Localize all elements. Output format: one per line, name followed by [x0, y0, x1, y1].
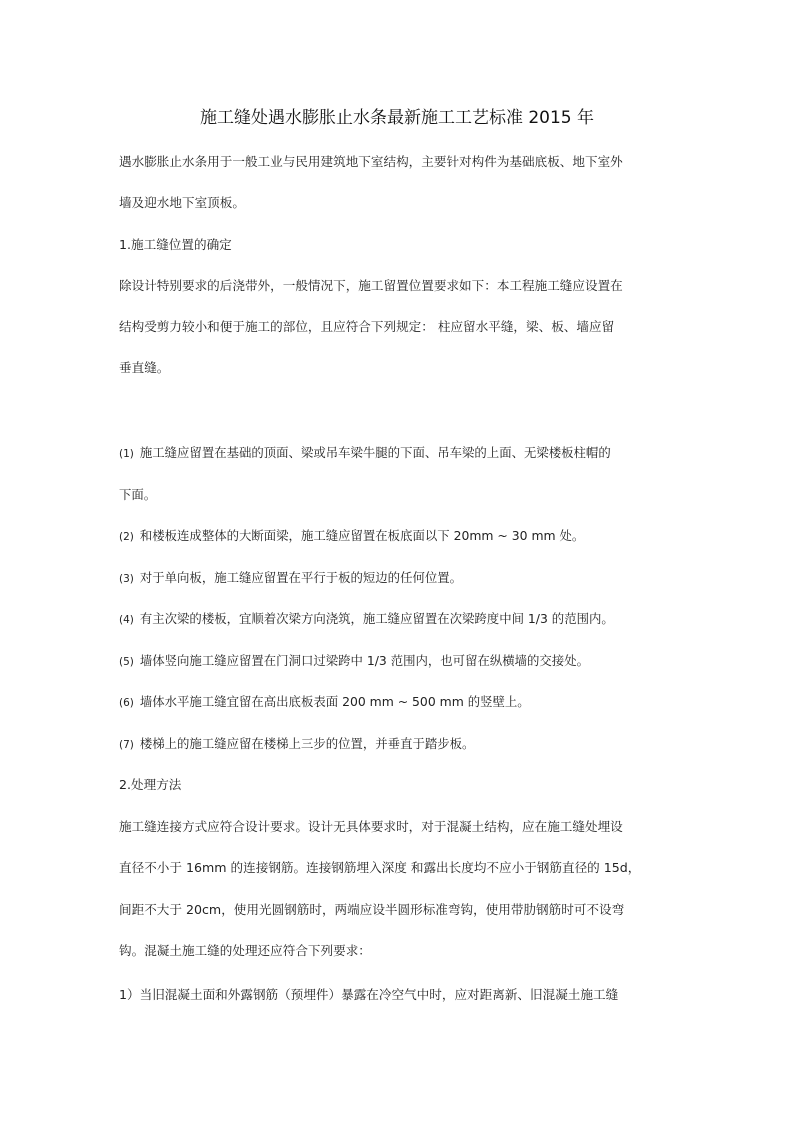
- list-item-5: [119, 651, 689, 672]
- list-item-7-text: 楼梯上的施工缝应留在楼梯上三步的位置，并垂直于踏步板。: [139, 736, 475, 751]
- intro-line-1: 遇水膨胀止水条用于一般工业与民用建筑地下室结构，主要针对构件为基础底板、地下室外: [119, 154, 623, 169]
- list-item-2-text: 和楼板连成整体的大断面梁，施工缝应留置在板底面以下 20mm ~ 30 mm 处。: [139, 528, 585, 543]
- list-item-6: [119, 692, 689, 713]
- section-2-paragraph-line-4: 钩。混凝土施工缝的处理还应符合下列要求：: [119, 943, 371, 958]
- section-1-paragraph-line-1: 除设计特别要求的后浇带外，一般情况下，施工留置位置要求如下：本工程施工缝应设置在: [119, 278, 623, 293]
- list-item-4-marker: (4): [119, 614, 134, 626]
- list-item-7-marker: (7): [119, 739, 134, 751]
- list-item-5-marker: (5): [119, 656, 134, 668]
- list-item-1-text: 施工缝应留置在基础的顶面、梁或吊车梁牛腿的下面、吊车梁的上面、无梁楼板柱帽的: [139, 445, 611, 460]
- list-item-6-text: 墙体水平施工缝宜留在高出底板表面 200 mm ~ 500 mm 的竖壁上。: [139, 694, 530, 709]
- intro-line-2: 墙及迎水地下室顶板。: [119, 195, 245, 210]
- section-1-paragraph-line-3: 垂直缝。: [119, 360, 170, 375]
- section-2-heading: 2.处理方法: [119, 777, 182, 792]
- list-item-3-marker: (3): [119, 573, 134, 585]
- section-1-paragraph-line-2: 结构受剪力较小和便于施工的部位，且应符合下列规定： 柱应留水平缝，梁、板、墙应留: [119, 319, 615, 334]
- section-2-paragraph-line-5: 1）当旧混凝土面和外露钢筋（预埋件）暴露在冷空气中时，应对距离新、旧混凝土施工缝: [119, 987, 619, 1002]
- list-item-4: [119, 609, 689, 630]
- list-item-1-continuation: 下面。: [119, 487, 157, 502]
- list-item-4-text: 有主次梁的楼板，宜顺着次梁方向浇筑，施工缝应留置在次梁跨度中间 1/3 的范围内。: [139, 611, 614, 626]
- section-1-heading: 1.施工缝位置的确定: [119, 237, 232, 252]
- list-item-3: [119, 568, 689, 589]
- list-item-2: [119, 526, 689, 547]
- list-item-6-marker: (6): [119, 697, 134, 709]
- section-2-paragraph-line-3: 间距不大于 20cm，使用光圆钢筋时，两端应设半圆形标准弯钩，使用带肋钢筋时可不设弯: [119, 902, 625, 917]
- list-item-2-marker: (2): [119, 531, 134, 543]
- list-item-5-text: 墙体竖向施工缝应留置在门洞口过梁跨中 1/3 范围内，也可留在纵横墙的交接处。: [139, 653, 589, 668]
- list-item-7: [119, 734, 689, 755]
- section-2-paragraph-line-2: 直径不小于 16mm 的连接钢筋。连接钢筋埋入深度 和露出长度均不应小于钢筋直径的 15d，: [119, 860, 641, 875]
- document-title: 施工缝处遇水膨胀止水条最新施工工艺标准 2015 年: [199, 108, 595, 128]
- list-item-3-text: 对于单向板，施工缝应留置在平行于板的短边的任何位置。: [139, 570, 463, 585]
- section-2-paragraph-line-1: 施工缝连接方式应符合设计要求。设计无具体要求时，对于混凝土结构，应在施工缝处埋设: [119, 819, 623, 834]
- list-item-1: [119, 443, 689, 464]
- list-item-1-marker: (1): [119, 448, 134, 460]
